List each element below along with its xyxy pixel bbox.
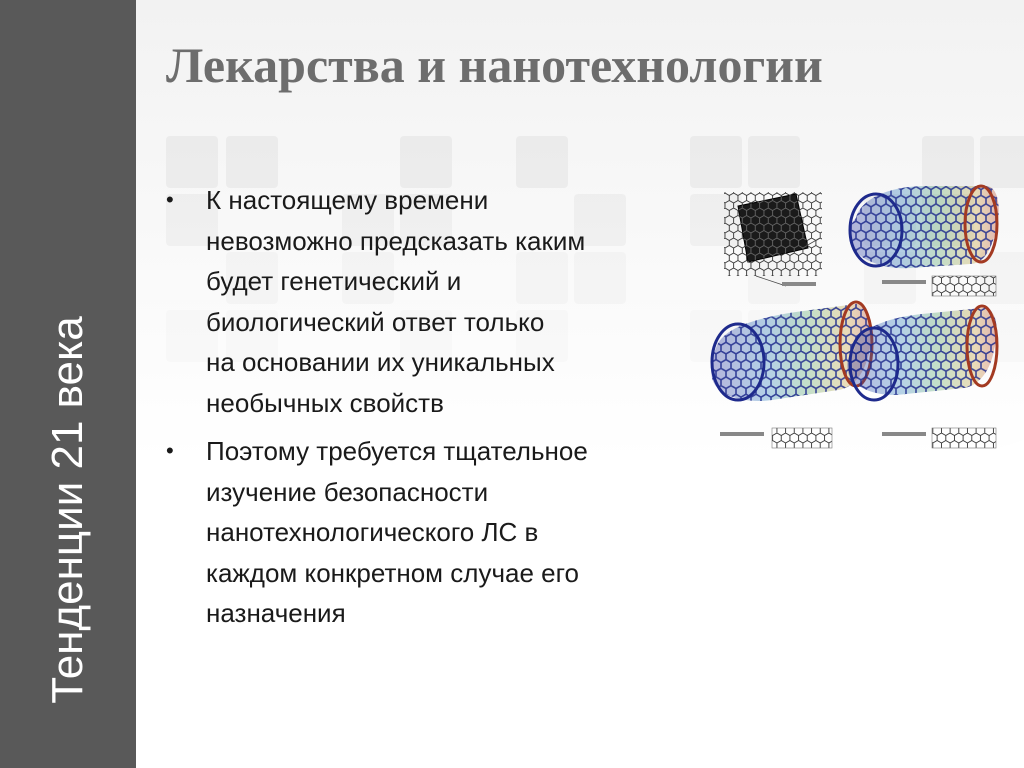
- nanotube-icon: [847, 306, 997, 448]
- sidebar-title: Тенденции 21 века: [43, 316, 92, 704]
- bullet-item: [166, 431, 686, 634]
- bullet-icon: •: [166, 438, 174, 463]
- nanotube-icon: [849, 186, 999, 296]
- bullet-list: [166, 180, 686, 642]
- bullet-item: [166, 180, 686, 423]
- bullet-icon: •: [166, 187, 174, 212]
- bullet-text: К настоящему времени невозможно предсказать каким будет генетический и биологический ответ только на основании их уникальных необычных свойств: [206, 185, 586, 418]
- nanotube-illustration: [686, 178, 1012, 454]
- graphene-sheet-icon: [724, 192, 822, 286]
- nanotube-icon: [711, 302, 872, 448]
- sidebar: [0, 0, 136, 768]
- page-title: Лекарства и нанотехнологии: [166, 37, 823, 93]
- bullet-text: Поэтому требуется тщательное изучение безопасности нанотехнологического ЛС в каждом конкретном случае его назначения: [206, 436, 588, 628]
